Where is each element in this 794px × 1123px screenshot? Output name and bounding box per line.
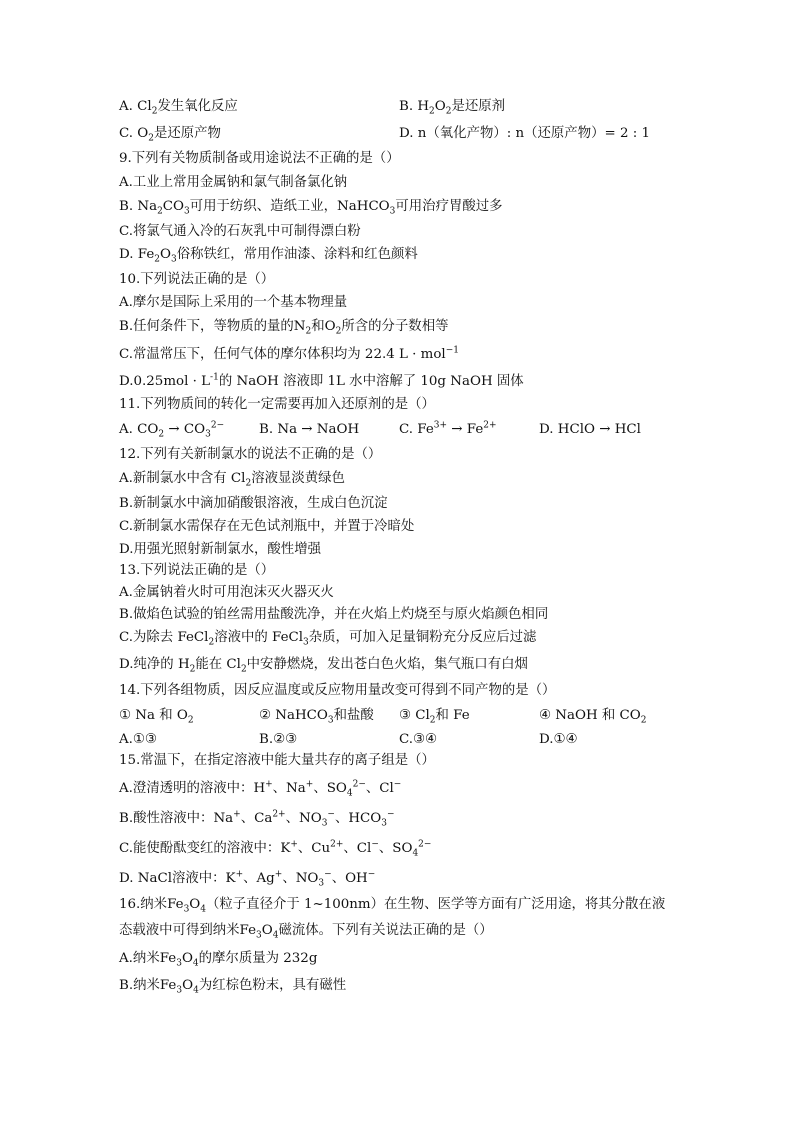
q10-option-c: C.常温常压下，任何气体的摩尔体积均为 22.4 L · mol$^{-1}$	[119, 345, 459, 362]
q9-option-d: D. $Fe_2O_3$俗称铁红，常用作油漆、涂料和红色颜料	[119, 247, 418, 265]
q13-option-b: B.做焰色试验的铂丝需用盐酸洗净，并在火焰上灼烧至与原火焰颜色相同	[119, 607, 549, 622]
q15-option-d: D. NaCl溶液中：K+、Ag+、$NO_3^-$、OH−	[119, 869, 376, 889]
q11-options	[119, 421, 641, 439]
q13-stem: 13.下列说法正确的是（）	[119, 563, 275, 578]
q14-item-2: ② NaHCO$_3$和盐酸	[259, 708, 374, 726]
q10-option-b: B.任何条件下，等物质的量的$N_2$和$O_2$所含的分子数相等	[119, 319, 449, 337]
q9-stem: 9.下列有关物质制备或用途说法不正确的是（）	[119, 151, 400, 166]
q13-option-a: A.金属钠着火时可用泡沫灭火器灭火	[119, 585, 334, 600]
q14-stem: 14.下列各组物质，因反应温度或反应物用量改变可得到不同产物的是（）	[119, 683, 556, 698]
q9-option-b: B. $Na_2CO_3$可用于纺织、造纸工业，NaHCO$_3$可用治疗胃酸过多	[119, 199, 503, 217]
q14-options	[119, 731, 578, 749]
q10-stem: 10.下列说法正确的是（）	[119, 272, 275, 287]
q14-option-a: A.①③	[119, 732, 157, 747]
q11-option-b: B. Na → NaOH	[259, 422, 360, 437]
q12-option-d: D.用强光照射新制氯水，酸性增强	[119, 542, 321, 557]
q8-option-b: B. $H_2O_2$是还原剂	[399, 99, 506, 117]
q15-option-a: A.澄清透明的溶液中：H+、Na+、$SO_4^{2-}$、Cl−	[119, 779, 402, 799]
q12-stem: 12.下列有关新制氯水的说法不正确的是（）	[119, 447, 382, 462]
q8-option-d: D. n（氧化产物）: n（还原产物）= 2 : 1	[399, 126, 651, 141]
q11-stem: 11.下列物质间的转化一定需要再加入还原剂的是（）	[119, 397, 435, 412]
q11-option-c: C. $Fe^{3+} \to Fe^{2+}$	[399, 420, 497, 437]
q8-option-c: C. $O_2$是还原产物	[119, 126, 221, 144]
q9-option-c: C.将氯气通入冷的石灰乳中可制得漂白粉	[119, 224, 361, 239]
q12-option-a: A.新制氯水中含有 $Cl_2$溶液显淡黄绿色	[119, 471, 345, 489]
q10-option-d: $D.0.25mol \cdot L^{-1}$的 NaOH 溶液即 1L 水中溶解了 10g NaOH 固体	[119, 372, 524, 389]
q16-stem-line2: 态载液中可得到纳米$Fe_3O_4$磁流体。下列有关说法正确的是（）	[119, 923, 493, 941]
q14-item-1: ① Na 和 $O_2$	[119, 708, 194, 726]
q16-option-a: A.纳米$Fe_3O_4$的摩尔质量为 232g	[119, 951, 318, 969]
q14-item-4: ④ NaOH 和 $CO_2$	[539, 708, 647, 726]
q9-option-a: A.工业上常用金属钠和氯气制备氯化钠	[119, 175, 348, 190]
q14-option-b: B.②③	[259, 732, 298, 747]
q8-options-row1	[119, 98, 505, 116]
q11-option-a: A. $CO_2 \to CO_3^{2-}$	[119, 420, 225, 440]
q10-option-a: A.摩尔是国际上采用的一个基本物理量	[119, 295, 348, 310]
q14-items	[119, 707, 646, 725]
q14-item-3: ③ $Cl_2$和 Fe	[399, 708, 470, 726]
q14-option-d: D.①④	[539, 732, 578, 747]
q12-option-c: C.新制氯水需保存在无色试剂瓶中，并置于冷暗处	[119, 519, 415, 534]
q15-option-c: C.能使酚酞变红的溶液中：K+、$Cu^{2+}$、Cl−、$SO_4^{2-}$	[119, 839, 432, 859]
q15-option-b: B.酸性溶液中：Na+、$Ca^{2+}$、$NO_3^-$、$HCO_3^-$	[119, 809, 395, 829]
q16-stem-line1: 16.纳米$Fe_3O_4$（粒子直径介于 1~100nm）在生物、医学等方面有广泛用途，将其分散在液	[119, 897, 666, 915]
q14-option-c: C.③④	[399, 732, 438, 747]
q12-option-b: B.新制氯水中滴加硝酸银溶液，生成白色沉淀	[119, 496, 388, 511]
q8-option-a: A. $Cl_2$发生氧化反应	[119, 99, 238, 117]
q13-option-c: C.为除去 FeCl$_2$溶液中的 FeCl$_3$杂质，可加入足量铜粉充分反应后过滤	[119, 630, 537, 648]
q11-option-d: D. HClO → HCl	[539, 422, 641, 437]
q13-option-d: D.纯净的 $H_2$能在 $Cl_2$中安静燃烧，发出苍白色火焰，集气瓶口有白烟	[119, 657, 528, 675]
q8-options-row2	[119, 125, 650, 143]
q15-stem: 15.常温下，在指定溶液中能大量共存的离子组是（）	[119, 753, 435, 768]
q16-option-b: B.纳米$Fe_3O_4$为红棕色粉末，具有磁性	[119, 978, 347, 996]
